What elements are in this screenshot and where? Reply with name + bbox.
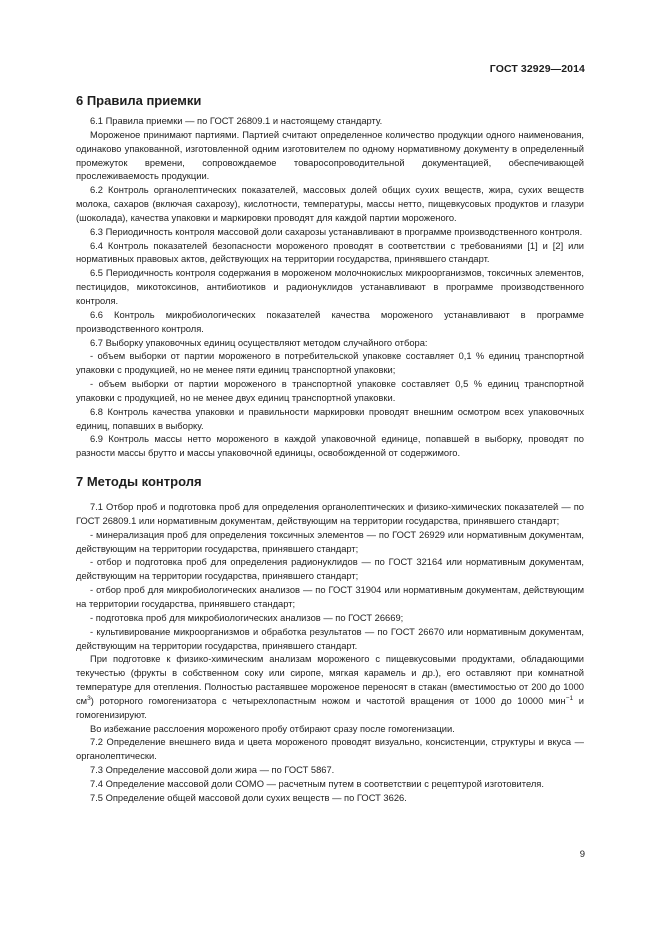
paragraph: 7.1 Отбор проб и подготовка проб для определения органолептических и физико-химических показателей — по ГОСТ 26809.1 или нормативным документам, действующим на территории государства, принявшего стандарт; (76, 502, 584, 526)
list-item: - минерализация проб для определения токсичных элементов — по ГОСТ 26929 или нормативным документам, действующим на территории государства, принявшего стандарт; (76, 529, 584, 554)
paragraph: 6.3 Периодичность контроля массовой доли сахарозы устанавливают в программе производственного контроля. (90, 226, 583, 237)
text-run: При подготовке к физико-химическим анализам мороженого с пищевкусовыми продуктами, обладающими текучестью (фрукты в собственном соку или сиропе, мягкая карамель и др.), его оставляют при комнатной температуре для отепления. Полностью растаявшее мороженое переносят в стакан (вместимостью от 200 до 1000 см (76, 654, 584, 706)
paragraph: 7.4 Определение массовой доли СОМО — расчетным путем в соответствии с рецептурой изготовителя. (90, 778, 544, 789)
page-number: 9 (579, 849, 585, 860)
paragraph: Мороженое принимают партиями. Партией считают определенное количество продукции одного наименования, одинаково упакованной, изготовленной одним изготовителем по одному нормативному документу в определенный промежуток времени, сопровождаемое товаросопроводительной документацией, обеспечивающей прослеживаемость продукции. (76, 129, 584, 182)
paragraph: 6.8 Контроль качества упаковки и правильности маркировки проводят внешним осмотром всех упаковочных единиц, попавших в выборку. (76, 406, 584, 431)
text-run: ) роторного гомогенизатора с четырехлопастным ножом и частотой вращения от 1000 до 10000 мин (90, 695, 566, 706)
paragraph: 6.5 Периодичность контроля содержания в мороженом молочнокислых микроорганизмов, токсичных элементов, пестицидов, микотоксинов, антибиотиков и радионуклидов устанавливают в программе производственного контроля. (76, 268, 584, 306)
superscript: −1 (565, 694, 574, 702)
text-run: и гомогенизируют. (76, 695, 584, 720)
paragraph-sample-prep (76, 653, 584, 722)
page-body (76, 92, 584, 806)
section-7-body (76, 501, 584, 806)
list-item: - подготовка проб для микробиологических анализов — по ГОСТ 26669; (90, 612, 404, 623)
paragraph: 6.9 Контроль массы нетто мороженого в каждой упаковочной единице, попавшей в выборку, проводят по разности массы брутто и массы упаковочной единицы, освобожденной от содержимого. (76, 434, 584, 459)
paragraph: 6.7 Выборку упаковочных единиц осуществляют методом случайного отбора: (90, 337, 428, 348)
superscript: 3 (87, 694, 91, 702)
paragraph: 6.1 Правила приемки — по ГОСТ 26809.1 и настоящему стандарту. (90, 116, 383, 126)
section-6-title: 6 Правила приемки (76, 93, 202, 108)
paragraph: Во избежание расслоения мороженого пробу отбирают сразу после гомогенизации. (90, 723, 455, 734)
list-item: - культивирование микроорганизмов и обработка результатов — по ГОСТ 26670 или нормативным документам, действующим на территории государства, принявшего стандарт. (76, 626, 584, 651)
paragraph: 7.5 Определение общей массовой доли сухих веществ — по ГОСТ 3626. (90, 792, 407, 803)
list-item: - объем выборки от партии мороженого в транспортной упаковке составляет 0,5 % единиц транспортной упаковки с продукцией, но не менее двух единиц транспортной упаковки. (76, 379, 584, 403)
document-code: ГОСТ 32929—2014 (489, 63, 585, 75)
list-item: - объем выборки от партии мороженого в потребительской упаковке составляет 0,1 % единиц транспортной упаковки с продукцией, но не менее пяти единиц транспортной упаковки; (76, 351, 584, 376)
paragraph: 6.2 Контроль органолептических показателей, массовых долей общих сухих веществ, жира, сухих веществ молока, сахаров (включая сахарозу), кислотности, температуры, массы нетто, пищевкусовых продуктов и глазури (шоколада), качества упаковки и маркировки проводят для каждой партии мороженого. (76, 185, 584, 223)
list-item: - отбор проб для микробиологических анализов — по ГОСТ 31904 или нормативным документам, действующим на территории государства, принявшего стандарт; (76, 585, 584, 609)
section-6-body (76, 115, 584, 461)
list-item: - отбор и подготовка проб для определения радионуклидов — по ГОСТ 32164 или нормативным документам, действующим на территории государства, принявшего стандарт; (76, 557, 584, 582)
paragraph: 7.2 Определение внешнего вида и цвета мороженого проводят визуально, консистенции, структуры и вкуса — органолептически. (76, 737, 584, 762)
paragraph: 6.4 Контроль показателей безопасности мороженого проводят в соответствии с требованиями [1] и [2] или нормативных правовых актов, действующих на территории государства, принявшего стандарт. (76, 240, 584, 265)
section-7-title: 7 Методы контроля (76, 474, 202, 490)
paragraph: 7.3 Определение массовой доли жира — по ГОСТ 5867. (90, 765, 335, 776)
paragraph: 6.6 Контроль микробиологических показателей качества мороженого устанавливают в программе производственного контроля. (76, 309, 584, 334)
